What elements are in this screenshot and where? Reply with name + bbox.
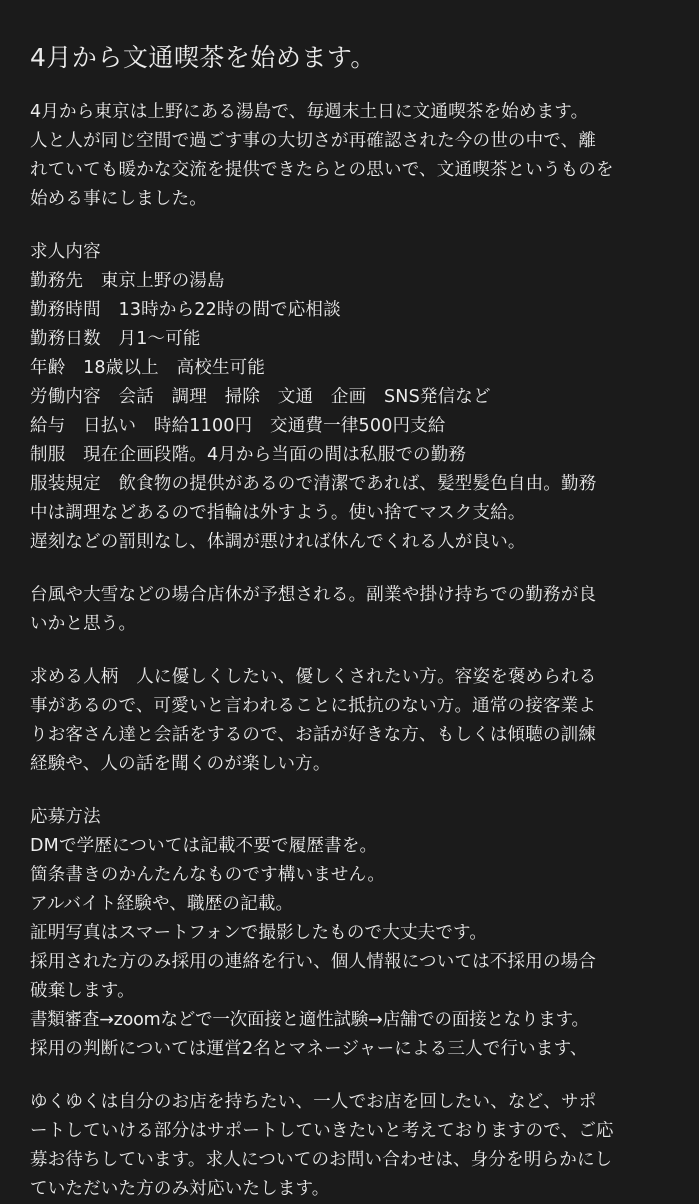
text-line: 始める事にしました。 — [30, 189, 207, 209]
job-detail-uniform: 制服 現在企画段階。4月から当面の間は私服での勤務 — [30, 445, 467, 465]
application-heading: 応募方法 — [30, 807, 101, 827]
application-step: 箇条書きのかんたんなものです構いません。 — [30, 865, 386, 885]
job-details-heading: 求人内容 — [30, 242, 101, 262]
application-section — [30, 803, 671, 1064]
application-step: アルバイト経験や、職歴の記載。 — [30, 894, 294, 914]
job-detail-days: 勤務日数 月1〜可能 — [30, 329, 201, 349]
text-line: 4月から東京は上野にある湯島で、毎週末土日に文通喫茶を始めます。 — [30, 102, 589, 122]
text-line: 求める人柄 人に優しくしたい、優しくされたい方。容姿を褒められる — [30, 667, 597, 687]
text-line: りお客さん達と会話をするので、お話が好きな方、もしくは傾聴の訓練 — [30, 725, 597, 745]
application-step: 証明写真はスマートフォンで撮影したもので大丈夫です。 — [30, 923, 488, 943]
application-step: 書類審査→zoomなどで一次面接と適性試験→店舗での面接となります。 — [30, 1010, 589, 1030]
job-detail-age: 年齢 18歳以上 高校生可能 — [30, 358, 266, 378]
closing-paragraph — [30, 1088, 671, 1204]
text-line: 募お待ちしています。求人についてのお問い合わせは、身分を明らかにし — [30, 1150, 613, 1170]
persona-paragraph — [30, 663, 671, 779]
intro-paragraph — [30, 98, 671, 214]
job-detail-hours: 勤務時間 13時から22時の間で応相談 — [30, 300, 341, 320]
text-line: れていても暖かな交流を提供できたらとの思いで、文通喫茶というものを — [30, 160, 614, 180]
application-step: 採用された方のみ採用の連絡を行い、個人情報については不採用の場合 — [30, 952, 597, 972]
text-line: 事があるので、可愛いと言われることに抵抗のない方。通常の接客業よ — [30, 696, 597, 716]
text-line: ていただいた方のみ対応いたします。 — [30, 1179, 330, 1199]
application-step: 採用の判断については運営2名とマネージャーによる三人で行います、 — [30, 1039, 588, 1059]
text-line: ートしていける部分はサポートしていきたいと考えておりますので、ご応 — [30, 1121, 614, 1141]
text-line: いかと思う。 — [30, 614, 137, 634]
job-detail-pay: 給与 日払い 時給1100円 交通費一律500円支給 — [30, 416, 446, 436]
text-line: 台風や大雪などの場合店休が予想される。副業や掛け持ちでの勤務が良 — [30, 585, 597, 605]
text-line: ゆくゆくは自分のお店を持ちたい、一人でお店を回したい、など、サポ — [30, 1092, 597, 1112]
closure-paragraph — [30, 581, 671, 639]
job-detail-workplace: 勤務先 東京上野の湯島 — [30, 271, 225, 291]
job-detail-duties: 労働内容 会話 調理 掃除 文通 企画 SNS発信など — [30, 387, 491, 407]
text-line: 人と人が同じ空間で過ごす事の大切さが再確認された今の世の中で、離 — [30, 131, 597, 151]
text-line: 経験や、人の話を聞くのが楽しい方。 — [30, 754, 331, 774]
application-step: 破棄します。 — [30, 981, 135, 1001]
job-detail-dress-code-cont: 中は調理などあるので指輪は外すよう。使い捨てマスク支給。 — [30, 503, 526, 523]
job-detail-dress-code: 服装規定 飲食物の提供があるので清潔であれば、髪型髪色自由。勤務 — [30, 474, 597, 494]
job-detail-penalty: 遅刻などの罰則なし、体調が悪ければ休んでくれる人が良い。 — [30, 532, 526, 552]
application-step: DMで学歴については記載不要で履歴書を。 — [30, 836, 378, 856]
job-details-section — [30, 238, 671, 557]
page-title: 4月から文通喫茶を始めます。 — [30, 43, 376, 72]
